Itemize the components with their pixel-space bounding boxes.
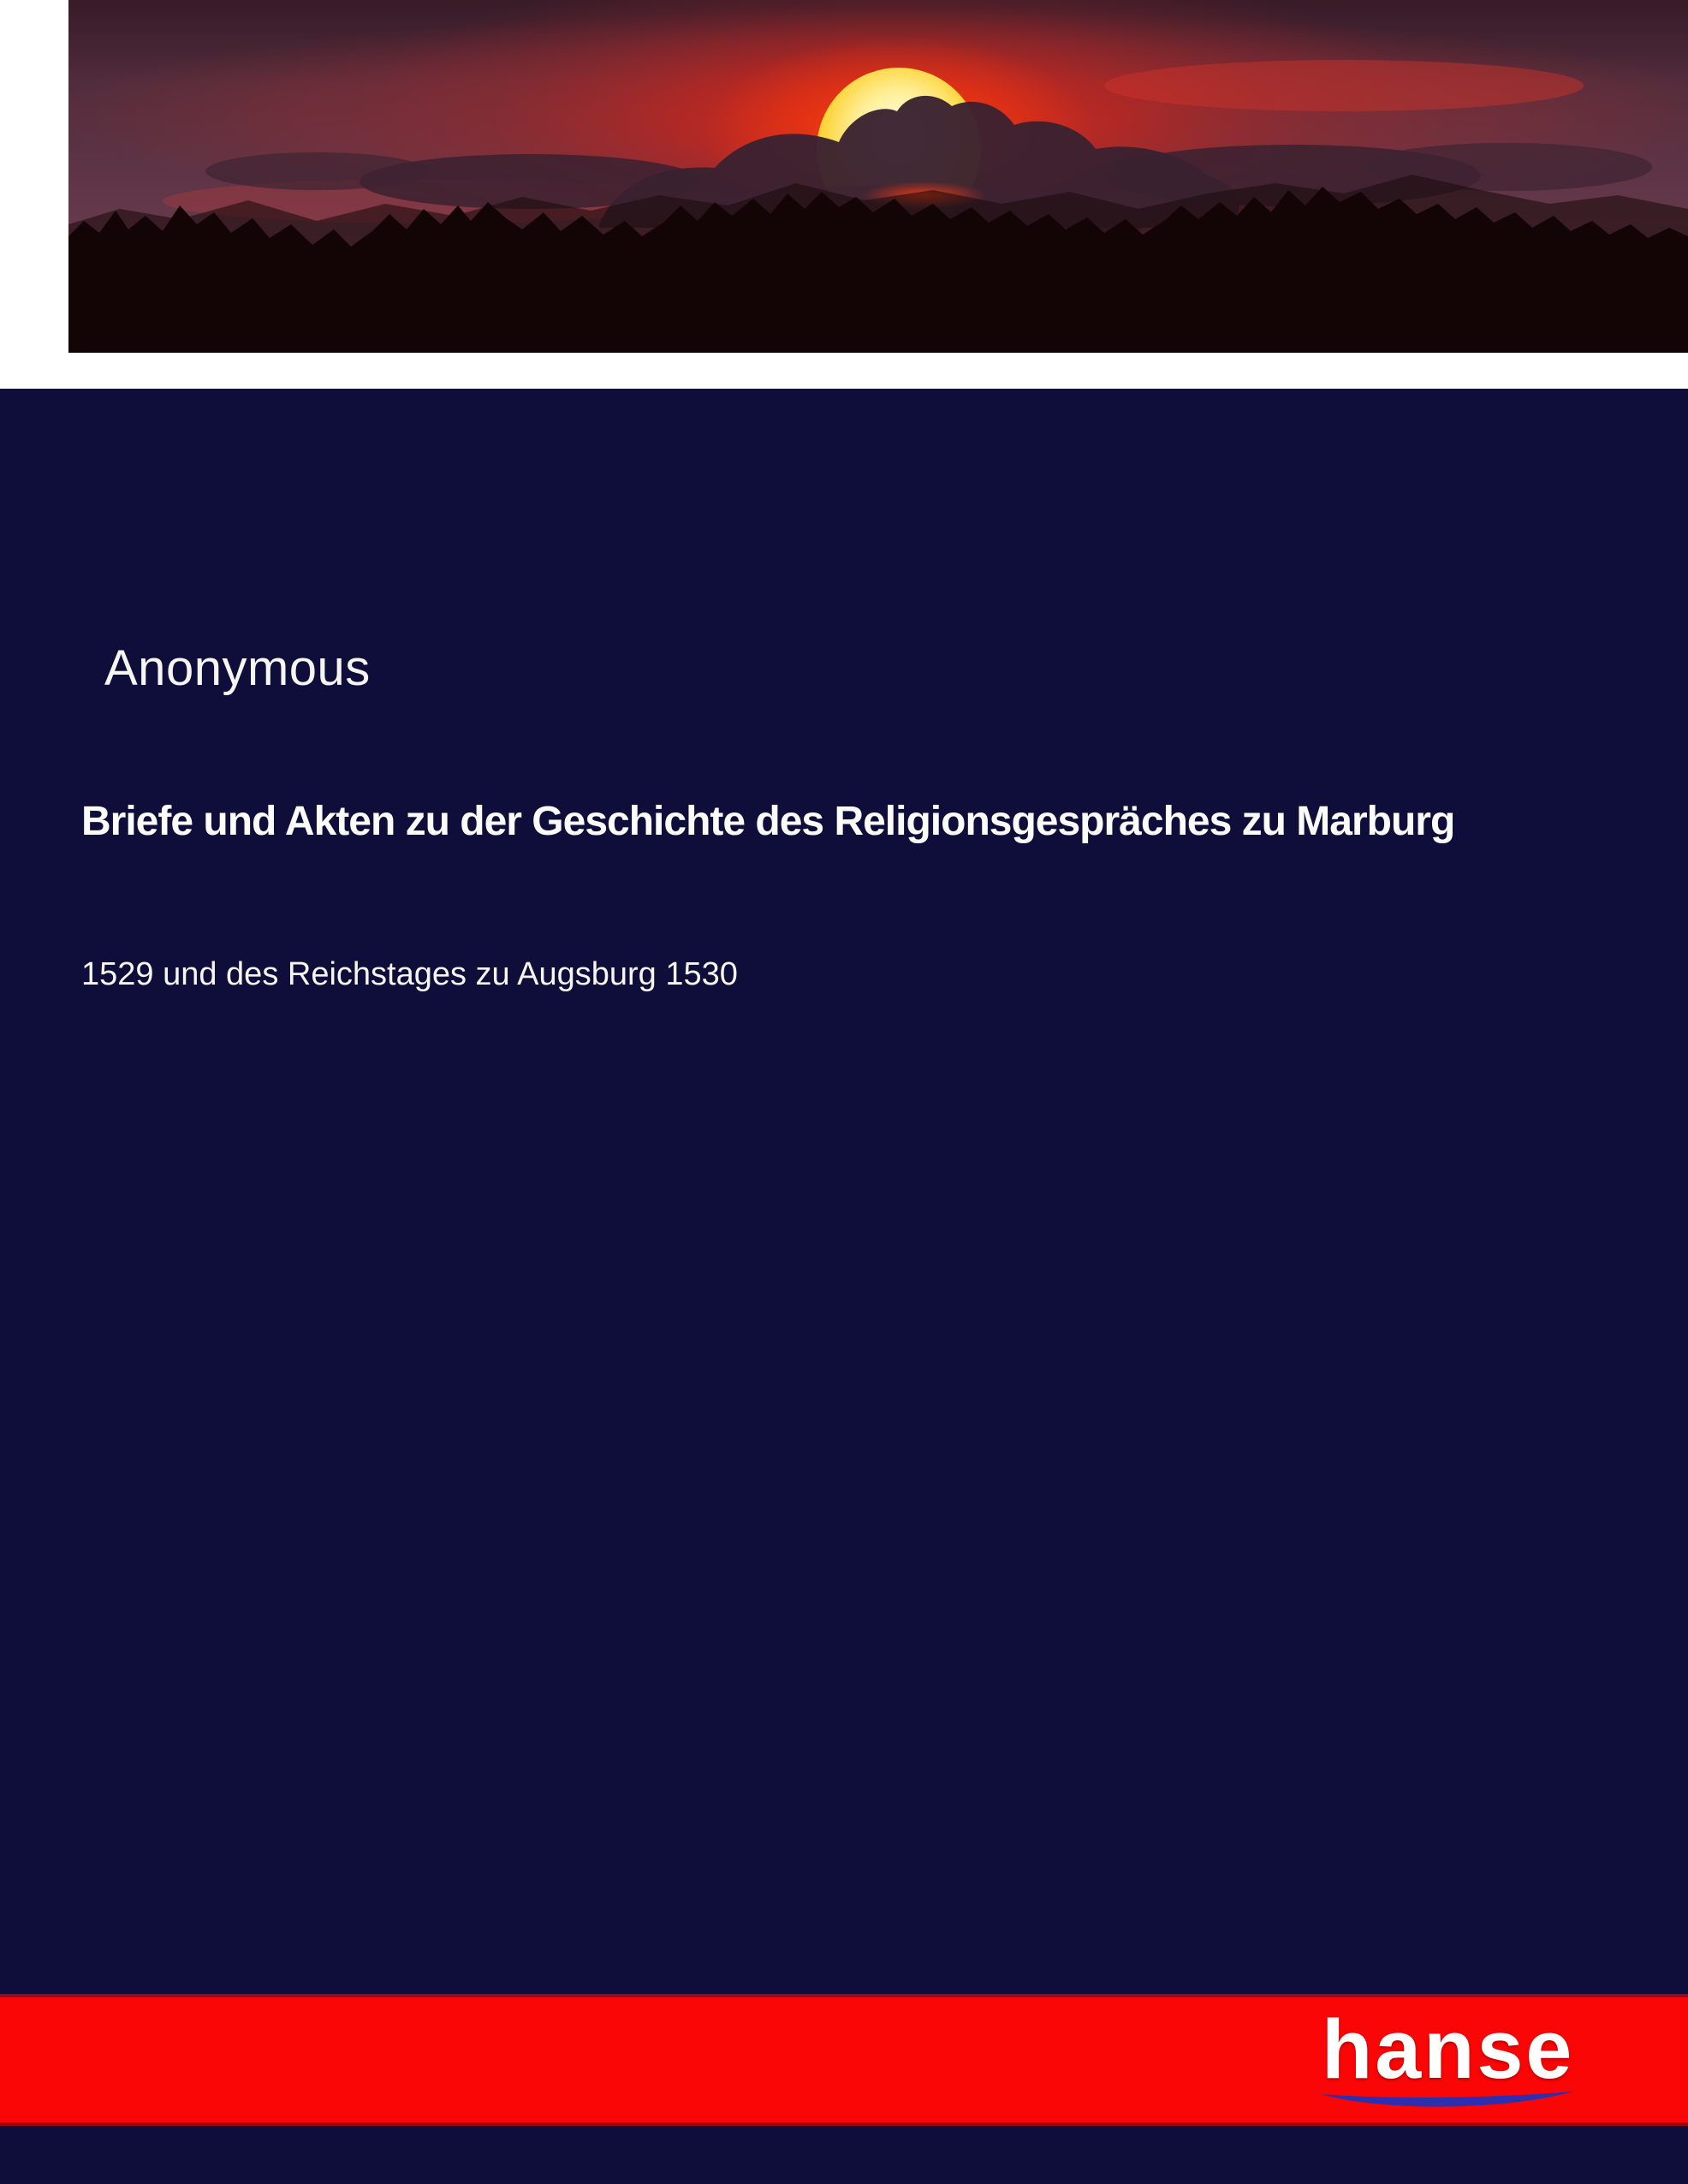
cover-body [0, 389, 1688, 2184]
publisher-band [0, 1994, 1688, 2126]
glow-streak-right [1104, 60, 1584, 111]
cloud-far-left [205, 152, 428, 190]
sunset-photo-frame [68, 0, 1688, 353]
white-divider [0, 353, 1688, 389]
author-name: Anonymous [104, 640, 371, 696]
book-subtitle: 1529 und des Reichstages zu Augsburg 1530 [81, 956, 738, 992]
publisher-logo-text: hanse [1322, 2002, 1575, 2096]
book-title: Briefe und Akten zu der Geschichte des Religionsgespräches zu Marburg [81, 799, 1455, 844]
sunset-photo [68, 0, 1688, 353]
publisher-logo [1322, 2002, 1587, 2112]
